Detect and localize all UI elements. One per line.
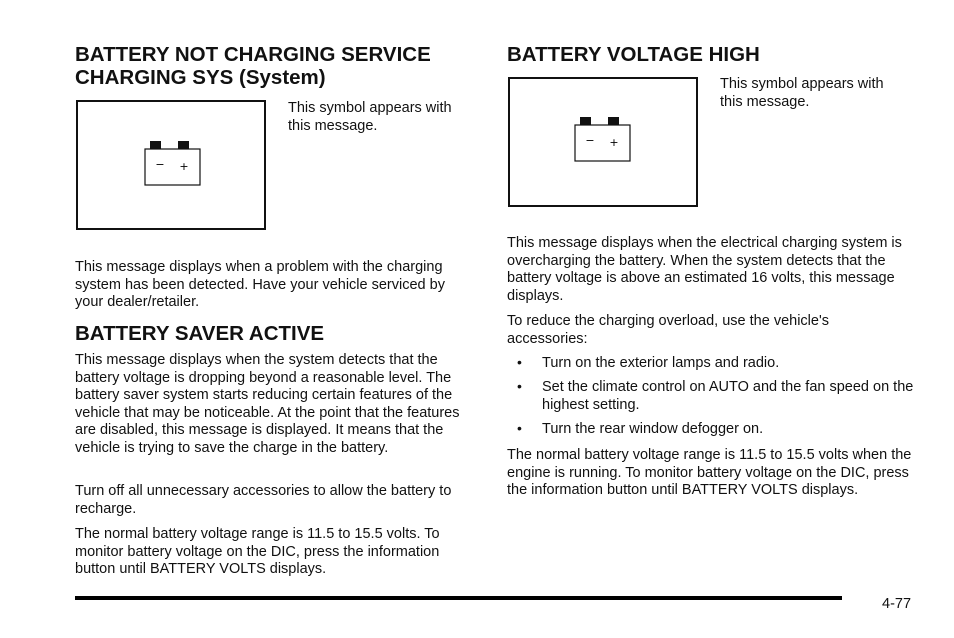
heading-line: BATTERY NOT CHARGING SERVICE — [75, 43, 431, 66]
symbol-box — [508, 77, 698, 207]
battery-terminal-negative — [580, 117, 591, 125]
bullet-icon: • — [517, 354, 522, 370]
battery-terminal-negative — [150, 141, 161, 149]
list-item-text: Turn on the exterior lamps and radio. — [542, 355, 780, 371]
heading-battery-not-charging — [75, 43, 475, 89]
accessory-bullet-list — [507, 355, 917, 445]
battery-icon — [574, 116, 632, 164]
bullet-icon: • — [517, 378, 522, 394]
battery-plus-sign: + — [179, 160, 189, 173]
battery-terminal-positive — [178, 141, 189, 149]
paragraph: The normal battery voltage range is 11.5 to 15.5 volts. To monitor battery voltage on the DIC, press the information button until BATTERY VOLTS displays. — [75, 526, 440, 577]
list-item-text: Set the climate control on AUTO and the fan speed on the highest setting. — [542, 379, 914, 413]
caption-line: this message. — [720, 93, 810, 110]
list-item — [507, 379, 917, 414]
heading-battery-voltage-high: BATTERY VOLTAGE HIGH — [507, 43, 760, 66]
heading-battery-saver-active: BATTERY SAVER ACTIVE — [75, 322, 325, 345]
heading-line: CHARGING SYS (System) — [75, 66, 326, 89]
battery-body — [575, 125, 630, 161]
caption-line: This symbol appears with — [720, 76, 884, 92]
battery-plus-sign: + — [609, 136, 619, 149]
caption-line: This symbol appears with — [288, 100, 452, 116]
caption-line: this message. — [288, 117, 378, 134]
list-item — [507, 355, 917, 373]
paragraph: Turn off all unnecessary accessories to allow the battery to recharge. — [75, 483, 452, 517]
paragraph: To reduce the charging overload, use the vehicle's accessories: — [507, 313, 829, 347]
battery-icon — [144, 140, 202, 188]
paragraph: This message displays when the electrical charging system is overcharging the battery. When the system detects that the battery voltage is above an estimated 16 volts, this message displays. — [507, 235, 902, 304]
symbol-caption — [720, 76, 920, 111]
paragraph: This message displays when a problem with the charging system has been detected. Have your vehicle serviced by your dealer/retailer. — [75, 259, 445, 310]
symbol-caption — [288, 100, 478, 135]
battery-terminal-positive — [608, 117, 619, 125]
battery-minus-sign: − — [585, 134, 595, 147]
paragraph: This message displays when the system detects that the battery voltage is dropping beyond a reasonable level. The battery saver system starts reducing certain features of the vehicle that may be noticeable. At the point that the features are disabled, this message is displayed. It means that the vehicle is trying to save the charge in the battery. — [75, 352, 460, 456]
list-item — [507, 421, 917, 439]
battery-body — [145, 149, 200, 185]
footer-rule — [75, 596, 842, 600]
battery-minus-sign: − — [155, 158, 165, 171]
page-number: 4-77 — [882, 596, 912, 612]
paragraph: The normal battery voltage range is 11.5 to 15.5 volts when the engine is running. To monitor battery voltage on the DIC, press the information button until BATTERY VOLTS displays. — [507, 447, 912, 498]
list-item-text: Turn the rear window defogger on. — [542, 420, 764, 437]
symbol-box — [76, 100, 266, 230]
bullet-icon: • — [517, 419, 522, 436]
